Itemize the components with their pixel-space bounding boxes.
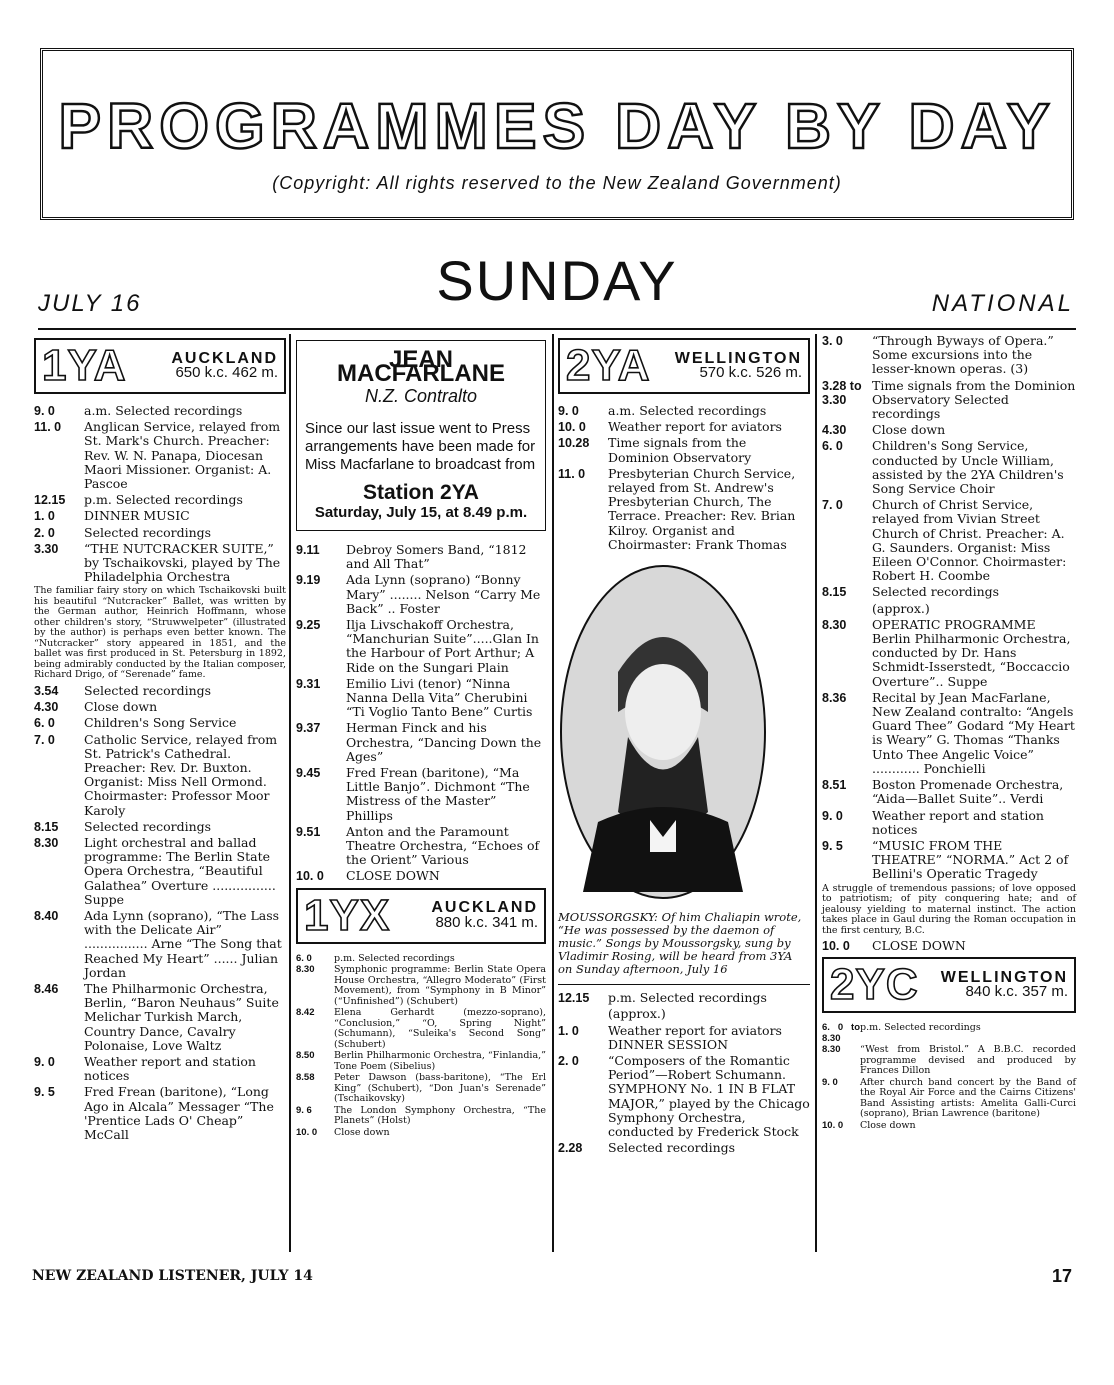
entry-time: 6. 0 [296, 952, 312, 964]
promo-date: Saturday, July 15, at 8.49 p.m. [314, 503, 528, 521]
entry-time: 1. 0 [558, 1023, 579, 1038]
entry-description: Presbyterian Church Service, relayed from St. Andrew's Presbyterian Church, The Terrace. Preacher: Rev. Brian Kilroy. Organist and Choirmaster: Frank Thomas [608, 465, 796, 552]
entry-time: 4.30 [34, 700, 59, 715]
schedule-entry [558, 404, 810, 418]
entry-description: The London Symphony Orchestra, “The Planets” (Holst) [334, 1104, 546, 1127]
station-frequency: 840 k.c. 357 m. [965, 983, 1068, 1001]
entry-time: 8.42 [296, 1007, 315, 1019]
entry-description: CLOSE DOWN [872, 938, 966, 954]
moussorgsky-portrait [558, 562, 768, 902]
entry-description: p.m. Selected recordings [860, 1022, 981, 1034]
date-label: JULY 16 [38, 290, 142, 317]
station-name: AUCKLAND [431, 899, 538, 917]
schedule-entry [296, 766, 546, 823]
entry-time: 10. 0 [822, 939, 850, 954]
entry-time: 3.54 [34, 683, 59, 698]
column-divider [289, 334, 291, 1252]
entry-description: a.m. Selected recordings [84, 403, 243, 418]
entry-description: Catholic Service, relayed from St. Patrick's Cathedral. Preacher: Rev. Dr. Buxton. Organist: Miss Nell Ormond. Choirmaster: Professor Moor Karoly [84, 731, 278, 818]
entry-time: 8.30 [822, 617, 847, 632]
station-block-2ya [558, 338, 810, 394]
schedule-entry [296, 1051, 546, 1072]
entry-time: 8.58 [296, 1072, 315, 1084]
schedule-entry [822, 585, 1076, 599]
entry-description: Ada Lynn (soprano) “Bonny Mary” ........ Nelson “Carry Me Back” .. Foster [346, 572, 541, 616]
schedule-entry [296, 543, 546, 571]
schedule-entry [558, 1024, 810, 1052]
schedule-entry [558, 991, 810, 1005]
entry-description: Elena Gerhardt (mezzo-soprano), “Conclusion,” “O, Spring Night” (Schumann), “Suleika's Second Song” (Schubert) [334, 1007, 546, 1050]
promo-subtitle: N.Z. Contralto [364, 386, 478, 407]
title-banner [40, 48, 1074, 220]
entry-time: 8.15 [822, 585, 847, 600]
entry-description: Emilio Livi (tenor) “Ninna Nanna Della Vita” Cherubini “Ti Voglio Tanto Bene” Curtis [346, 675, 533, 720]
portrait-caption: MOUSSORGSKY: Of him Chaliapin wrote, “He was possessed by the daemon of music.” Songs by Moussorgsky, sung by Vladimir Rosing, will be heard from 3YA on Sunday afternoon, July 16 [558, 910, 802, 977]
schedule-entry [34, 982, 286, 1053]
entry-description: (approx.) [608, 1006, 666, 1022]
schedule-entry [822, 809, 1076, 837]
schedule-entry [296, 869, 546, 883]
schedule-entry [296, 618, 546, 675]
entry-description: Herman Finck and his Orchestra, “Dancing Down the Ages” [346, 720, 542, 764]
programme-note: A struggle of tremendous passions; of love opposed to patriotism; of pity conquering hate; and of jealousy yielding to maternal instinct. The action takes place in Gaul during the Roman occupation in the first century, B.C. [822, 882, 1076, 936]
entry-description: a.m. Selected recordings [608, 403, 767, 418]
schedule-list [822, 939, 1076, 953]
entry-time: 8.50 [296, 1050, 315, 1062]
entry-time: 10. 0 [558, 420, 586, 435]
entry-time: 8.36 [822, 690, 847, 705]
entry-time: 9.37 [296, 721, 321, 736]
page-number: 17 [1051, 1266, 1072, 1286]
entry-time: 3.28 to 3.30 [822, 378, 862, 407]
entry-description: Ilja Livschakoff Orchestra, “Manchurian Suite”.....Glan In the Harbour of Port Arthur; A Ride on the Sungari Plain [346, 617, 539, 675]
entry-description: Weather report for aviators DINNER SESSION [608, 1022, 782, 1052]
schedule-entry [296, 1106, 546, 1127]
footer-publication: NEW ZEALAND LISTENER, JULY 14 [32, 1268, 313, 1284]
entry-time: 1. 0 [34, 509, 55, 524]
schedule-entry [296, 825, 546, 868]
entry-description: p.m. Selected recordings [608, 990, 767, 1006]
entry-description: Close down [84, 699, 158, 715]
entry-description: Weather report and station notices [872, 807, 1044, 837]
entry-time: 6. 0 to 8.30 [822, 1022, 860, 1044]
schedule-entry [822, 939, 1076, 953]
schedule-entry [822, 1023, 1076, 1044]
schedule-entry [822, 379, 1076, 422]
entry-description: “MUSIC FROM THE THEATRE” “NORMA.” Act 2 of Bellini's Operatic Tragedy [872, 837, 1069, 882]
entry-time: 2. 0 [34, 525, 55, 540]
entry-description: Debroy Somers Band, “1812 and All That” [346, 542, 527, 572]
entry-description: Boston Promenade Orchestra, “Aida—Ballet Suite”.. Verdi [872, 777, 1064, 807]
entry-description: Selected recordings [84, 818, 212, 834]
schedule-entry [34, 509, 286, 523]
entry-description: p.m. Selected recordings [334, 952, 455, 964]
entry-time: 10. 0 [822, 1119, 844, 1131]
entry-description: Children's Song Service, conducted by Uncle William, assisted by the 2YA Children's Song Service Choir [872, 438, 1064, 497]
schedule-list [558, 991, 810, 1155]
schedule-entry [558, 1141, 810, 1155]
station-name: AUCKLAND [171, 349, 278, 367]
schedule-list [558, 404, 810, 552]
station-frequency: 650 k.c. 462 m. [175, 364, 278, 381]
entry-time: 12.15 [34, 493, 66, 508]
schedule-list [34, 404, 286, 584]
station-block-1ya [34, 338, 286, 394]
entry-time: 4.30 [822, 423, 847, 438]
entry-time: 8.30 [34, 835, 59, 850]
entry-description: Light orchestral and ballad programme: The Berlin State Opera Orchestra, “Beautiful Galathea” Overture ................ Suppe [84, 834, 276, 907]
entry-description: Peter Dawson (bass-baritone), “The Erl King” (Schubert), “Don Juan's Serenade” (Tschaikovsky) [334, 1072, 546, 1105]
schedule-entry [822, 839, 1076, 882]
schedule-entry [34, 733, 286, 818]
entry-description: Anglican Service, relayed from St. Mark's Church. Preacher: Rev. W. N. Panapa, Diocesan Maori Missioner. Organist: A. Pascoe [84, 419, 281, 492]
entry-time: 12.15 [558, 991, 590, 1006]
schedule-entry [34, 700, 286, 714]
schedule-entry [822, 439, 1076, 496]
entry-description: Close down [860, 1119, 916, 1131]
station-call-sign: 1YX [304, 890, 391, 940]
station-name: WELLINGTON [940, 969, 1068, 987]
schedule-entry [34, 716, 286, 730]
schedule-entry [34, 404, 286, 418]
schedule-list [296, 543, 546, 884]
entry-time: 2. 0 [558, 1054, 579, 1069]
station-call-sign: 2YC [830, 960, 919, 1010]
network-label: NATIONAL [931, 290, 1074, 317]
schedule-entry [558, 436, 810, 464]
entry-time: 9. 6 [296, 1104, 312, 1116]
schedule-entry [558, 1054, 810, 1139]
entry-description: “West from Bristol.” A B.B.C. recorded programme devised and produced by Frances Dillon [860, 1044, 1076, 1077]
schedule-entry [34, 684, 286, 698]
schedule-entry [558, 467, 810, 552]
entry-description: Close down [334, 1126, 390, 1138]
schedule-list [34, 684, 286, 1142]
entry-time: 11. 0 [34, 420, 62, 435]
column-2ya [558, 334, 810, 1157]
promo-box [296, 340, 546, 531]
entry-description: Weather report for aviators [608, 419, 782, 435]
schedule-entry [34, 820, 286, 834]
entry-time: 9. 0 [34, 1055, 55, 1070]
entry-time: 10. 0 [296, 1126, 318, 1138]
schedule-entry [34, 542, 286, 585]
schedule-entry [822, 423, 1076, 437]
entry-time: 9.11 [296, 543, 320, 558]
schedule-entry [822, 1078, 1076, 1120]
schedule-entry [296, 1008, 546, 1050]
schedule-entry [34, 836, 286, 907]
entry-time: 3. 0 [822, 334, 843, 348]
station-call-sign: 2YA [566, 341, 651, 390]
schedule-list [822, 1023, 1076, 1131]
entry-description: Recital by Jean MacFarlane, New Zealand contralto: “Angels Guard Thee” Godard “My Heart is Weary” G. Thomas “Thanks Unto Thee Angelic Voice” ............ Ponchielli [872, 689, 1075, 776]
schedule-entry [296, 1073, 546, 1105]
schedule-entry [822, 1121, 1076, 1132]
entry-description: Selected recordings [608, 1140, 736, 1156]
column-1ya [34, 334, 286, 1144]
entry-description: Weather report and station notices [84, 1054, 256, 1084]
schedule-list [822, 334, 1076, 882]
entry-time: 8.30 [296, 964, 315, 976]
station-block-2yc [822, 957, 1076, 1013]
schedule-list [296, 954, 546, 1139]
schedule-entry [296, 1128, 546, 1139]
promo-text: Since our last issue went to Press arrangements have been made for Miss Macfarlane to broadcast from [305, 419, 536, 473]
entry-time: 8.51 [822, 778, 847, 793]
entry-time: 10. 0 [296, 869, 324, 884]
schedule-entry [34, 909, 286, 980]
copyright-notice: (Copyright: All rights reserved to the New Zealand Government) [272, 173, 842, 193]
entry-time: 9.25 [296, 618, 321, 633]
schedule-entry [296, 677, 546, 720]
header-rule [38, 328, 1076, 330]
entry-time: 9. 0 [822, 1076, 838, 1088]
entry-description: Fred Frean (baritone), “Ma Little Banjo”. Dichmont “The Mistress of the Master” Phillips [346, 765, 530, 823]
entry-time: 6. 0 [822, 439, 843, 454]
entry-description: Ada Lynn (soprano), “The Lass with the Delicate Air” ................ Arne “The Song that Reached My Heart” ...... Julian Jordan [84, 907, 282, 980]
entry-description: Time signals from the Dominion Observatory [608, 435, 752, 465]
entry-time: 6. 0 [34, 716, 55, 731]
entry-time: 9. 0 [822, 808, 843, 823]
entry-description: Selected recordings [84, 682, 212, 698]
schedule-entry [822, 778, 1076, 806]
schedule-entry [34, 1055, 286, 1083]
entry-description: Symphonic programme: Berlin State Opera House Orchestra, “Allegro Moderato” (First Movement), from “Symphony in B Minor” (“Unfinished”) (Schubert) [334, 964, 546, 1007]
entry-description: Close down [872, 422, 946, 438]
entry-time: 10.28 [558, 436, 590, 451]
schedule-entry [296, 573, 546, 616]
schedule-entry [34, 493, 286, 507]
schedule-entry [822, 618, 1076, 689]
station-name: WELLINGTON [674, 349, 802, 367]
entry-time: 2.28 [558, 1141, 583, 1156]
entry-description: Selected recordings [872, 584, 1000, 600]
entry-time [822, 602, 872, 616]
day-heading: SUNDAY [436, 249, 678, 312]
schedule-entry [558, 420, 810, 434]
entry-time: 9. 0 [34, 404, 55, 418]
entry-time: 8.40 [34, 908, 59, 923]
entry-description: Selected recordings [84, 524, 212, 540]
schedule-entry [822, 498, 1076, 583]
entry-description: The Philharmonic Orchestra, Berlin, “Baron Neuhaus” Suite Melichar Turkish March, Country Dance, Cavalry Polonaise, Love Waltz [84, 981, 279, 1053]
schedule-entry [822, 691, 1076, 776]
entry-time: 9. 0 [558, 404, 579, 418]
entry-time: 9.45 [296, 766, 321, 781]
schedule-entry [34, 420, 286, 491]
entry-description: OPERATIC PROGRAMME Berlin Philharmonic Orchestra, conducted by Dr. Hans Schmidt-Isserstedt, “Boccaccio Overture”.. Suppe [872, 616, 1071, 689]
entry-description: “THE NUTCRACKER SUITE,” by Tschaikovski, played by The Philadelphia Orchestra [84, 540, 281, 585]
entry-time: 9.19 [296, 573, 321, 588]
schedule-entry [296, 954, 546, 965]
entry-time: 8.15 [34, 819, 59, 834]
entry-description: “Through Byways of Opera.” Some excursions into the lesser-known operas. (3) [872, 333, 1054, 377]
entry-description: Fred Frean (baritone), “Long Ago in Alcala” Messager “The 'Prentice Lads O' Cheap” McCall [84, 1084, 274, 1143]
entry-description: Church of Christ Service, relayed from Vivian Street Church of Christ. Preacher: A. G. Saunders. Organist: Miss Eileen O'Connor. Choirmaster: Robert H. Coombe [872, 497, 1067, 584]
station-call-sign: 1YA [42, 341, 127, 390]
entry-time: 9. 5 [822, 838, 843, 853]
entry-description: Berlin Philharmonic Orchestra, “Finlandia,” Tone Poem (Sibelius) [334, 1050, 546, 1072]
entry-description: (approx.) [872, 600, 930, 616]
entry-time: 9.51 [296, 824, 321, 839]
entry-time: 7. 0 [34, 732, 55, 747]
schedule-entry [34, 526, 286, 540]
station-frequency: 570 k.c. 526 m. [699, 364, 802, 381]
entry-description: p.m. Selected recordings [84, 492, 243, 508]
page-title: PROGRAMMES DAY BY DAY [58, 90, 1056, 162]
entry-time: 8.46 [34, 982, 59, 996]
entry-time: 9. 5 [34, 1085, 55, 1100]
entry-time: 9.31 [296, 676, 321, 691]
column-divider [815, 334, 817, 1252]
entry-description: “Composers of the Romantic Period”—Robert Schumann. SYMPHONY No. 1 IN B FLAT MAJOR,” played by the Chicago Symphony Orchestra, conducted by Frederick Stock [608, 1053, 810, 1140]
promo-station: Station 2YA [363, 480, 479, 504]
entry-description: DINNER MUSIC [84, 508, 190, 524]
station-frequency: 880 k.c. 341 m. [435, 913, 538, 931]
entry-time: 3.30 [34, 541, 59, 556]
promo-name: JEAN MACFARLANE [337, 346, 505, 388]
schedule-entry [822, 334, 1076, 377]
entry-time: 8.30 [822, 1044, 841, 1056]
schedule-entry [296, 965, 546, 1007]
entry-description: Anton and the Paramount Theatre Orchestra, “Echoes of the Orient” Various [346, 823, 540, 868]
entry-description: Time signals from the Dominion Observatory Selected recordings [872, 377, 1076, 422]
entry-time: 7. 0 [822, 498, 843, 513]
schedule-entry [822, 602, 1076, 616]
programme-note: The familiar fairy story on which Tschaikovski built his beautiful “Nutcracker” Ballet, was written by the German author, Heinrich Hoffmann, whose other children's story, “Struwwelpeter” (illustrated by the author) is perhaps even better known. The “Nutcracker” story appeared in 1851, and the ballet was first produced in St. Petersburg in 1892, being admirably conducted by the Italian composer, Richard Drigo, of “Serenade” fame. [34, 585, 286, 681]
column-divider [552, 334, 554, 1252]
schedule-entry [558, 1007, 810, 1021]
entry-description: After church band concert by the Band of the Royal Air Force and the Cairns Citizens' Band Assisting artists: Amelita Galli-Curci (soprano), Brian Lawrence (baritone) [860, 1076, 1076, 1120]
entry-description: Children's Song Service [84, 715, 237, 731]
column-2ya-continued [822, 334, 1076, 1134]
entry-time [558, 1007, 608, 1021]
schedule-entry [822, 1045, 1076, 1077]
schedule-entry [34, 1085, 286, 1142]
station-block-1yx [296, 888, 546, 944]
entry-time: 11. 0 [558, 466, 586, 481]
entry-description: CLOSE DOWN [346, 868, 440, 884]
schedule-entry [296, 721, 546, 764]
column-centre [296, 334, 546, 1141]
